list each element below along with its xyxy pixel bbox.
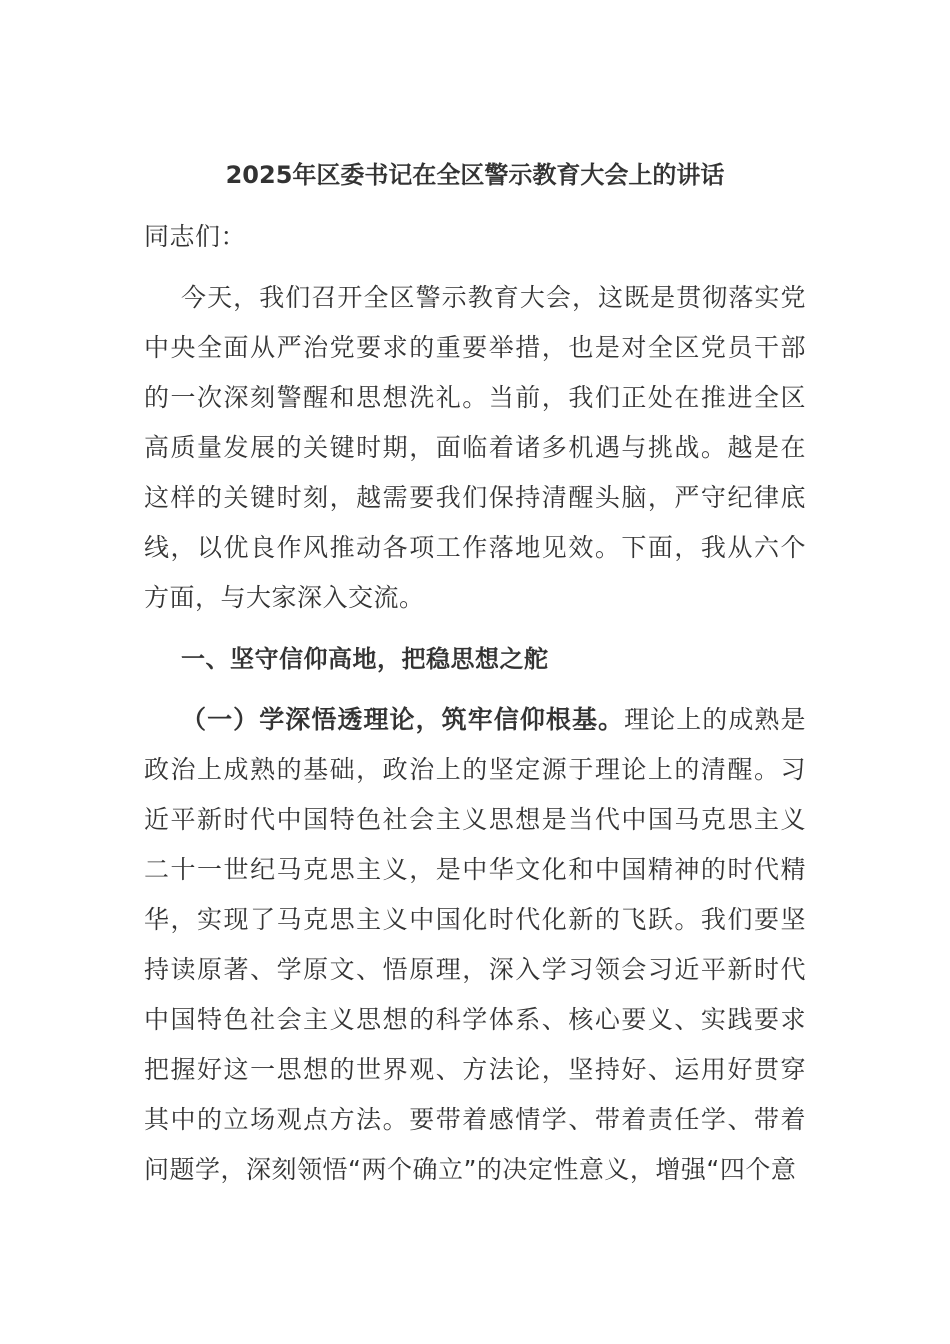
subsection-text: 理论上的成熟是政治上成熟的基础，政治上的坚定源于理论上的清醒。习近平新时代中国特色社会主义思想是当代中国马克思主义二十一世纪马克思主义，是中华文化和中国精神的时代精华，实现了马克思主义中国化时代化新的飞跃。我们要坚持读原著、学原文、悟原理，深入学习领会习近平新时代中国特色社会主义思想的科学体系、核心要义、实践要求把握好这一思想的世界观、方法论，坚持好、运用好贯穿其中的立场观点方法。要带着感情学、带着责任学、带着问题学，深刻领悟“两个确立”的决定性意义，增强“四个意 [144, 705, 806, 1184]
subsection-lead: （一）学深悟透理论，筑牢信仰根基。 [181, 705, 625, 734]
intro-paragraph: 今天，我们召开全区警示教育大会，这既是贯彻落实党中央全面从严治党要求的重要举措，也是对全区党员干部的一次深刻警醒和思想洗礼。当前，我们正处在推进全区高质量发展的关键时期，面临着诸多机遇与挑战。越是在这样的关键时刻，越需要我们保持清醒头脑，严守纪律底线，以优良作风推动各项工作落地见效。下面，我从六个方面，与大家深入交流。 [144, 283, 806, 612]
subsection-paragraph [144, 695, 806, 1195]
greeting: 同志们： [144, 222, 247, 251]
section-heading: 一、坚守信仰高地，把稳思想之舵 [181, 645, 549, 673]
document-title: 2025年区委书记在全区警示教育大会上的讲话 [225, 161, 725, 189]
